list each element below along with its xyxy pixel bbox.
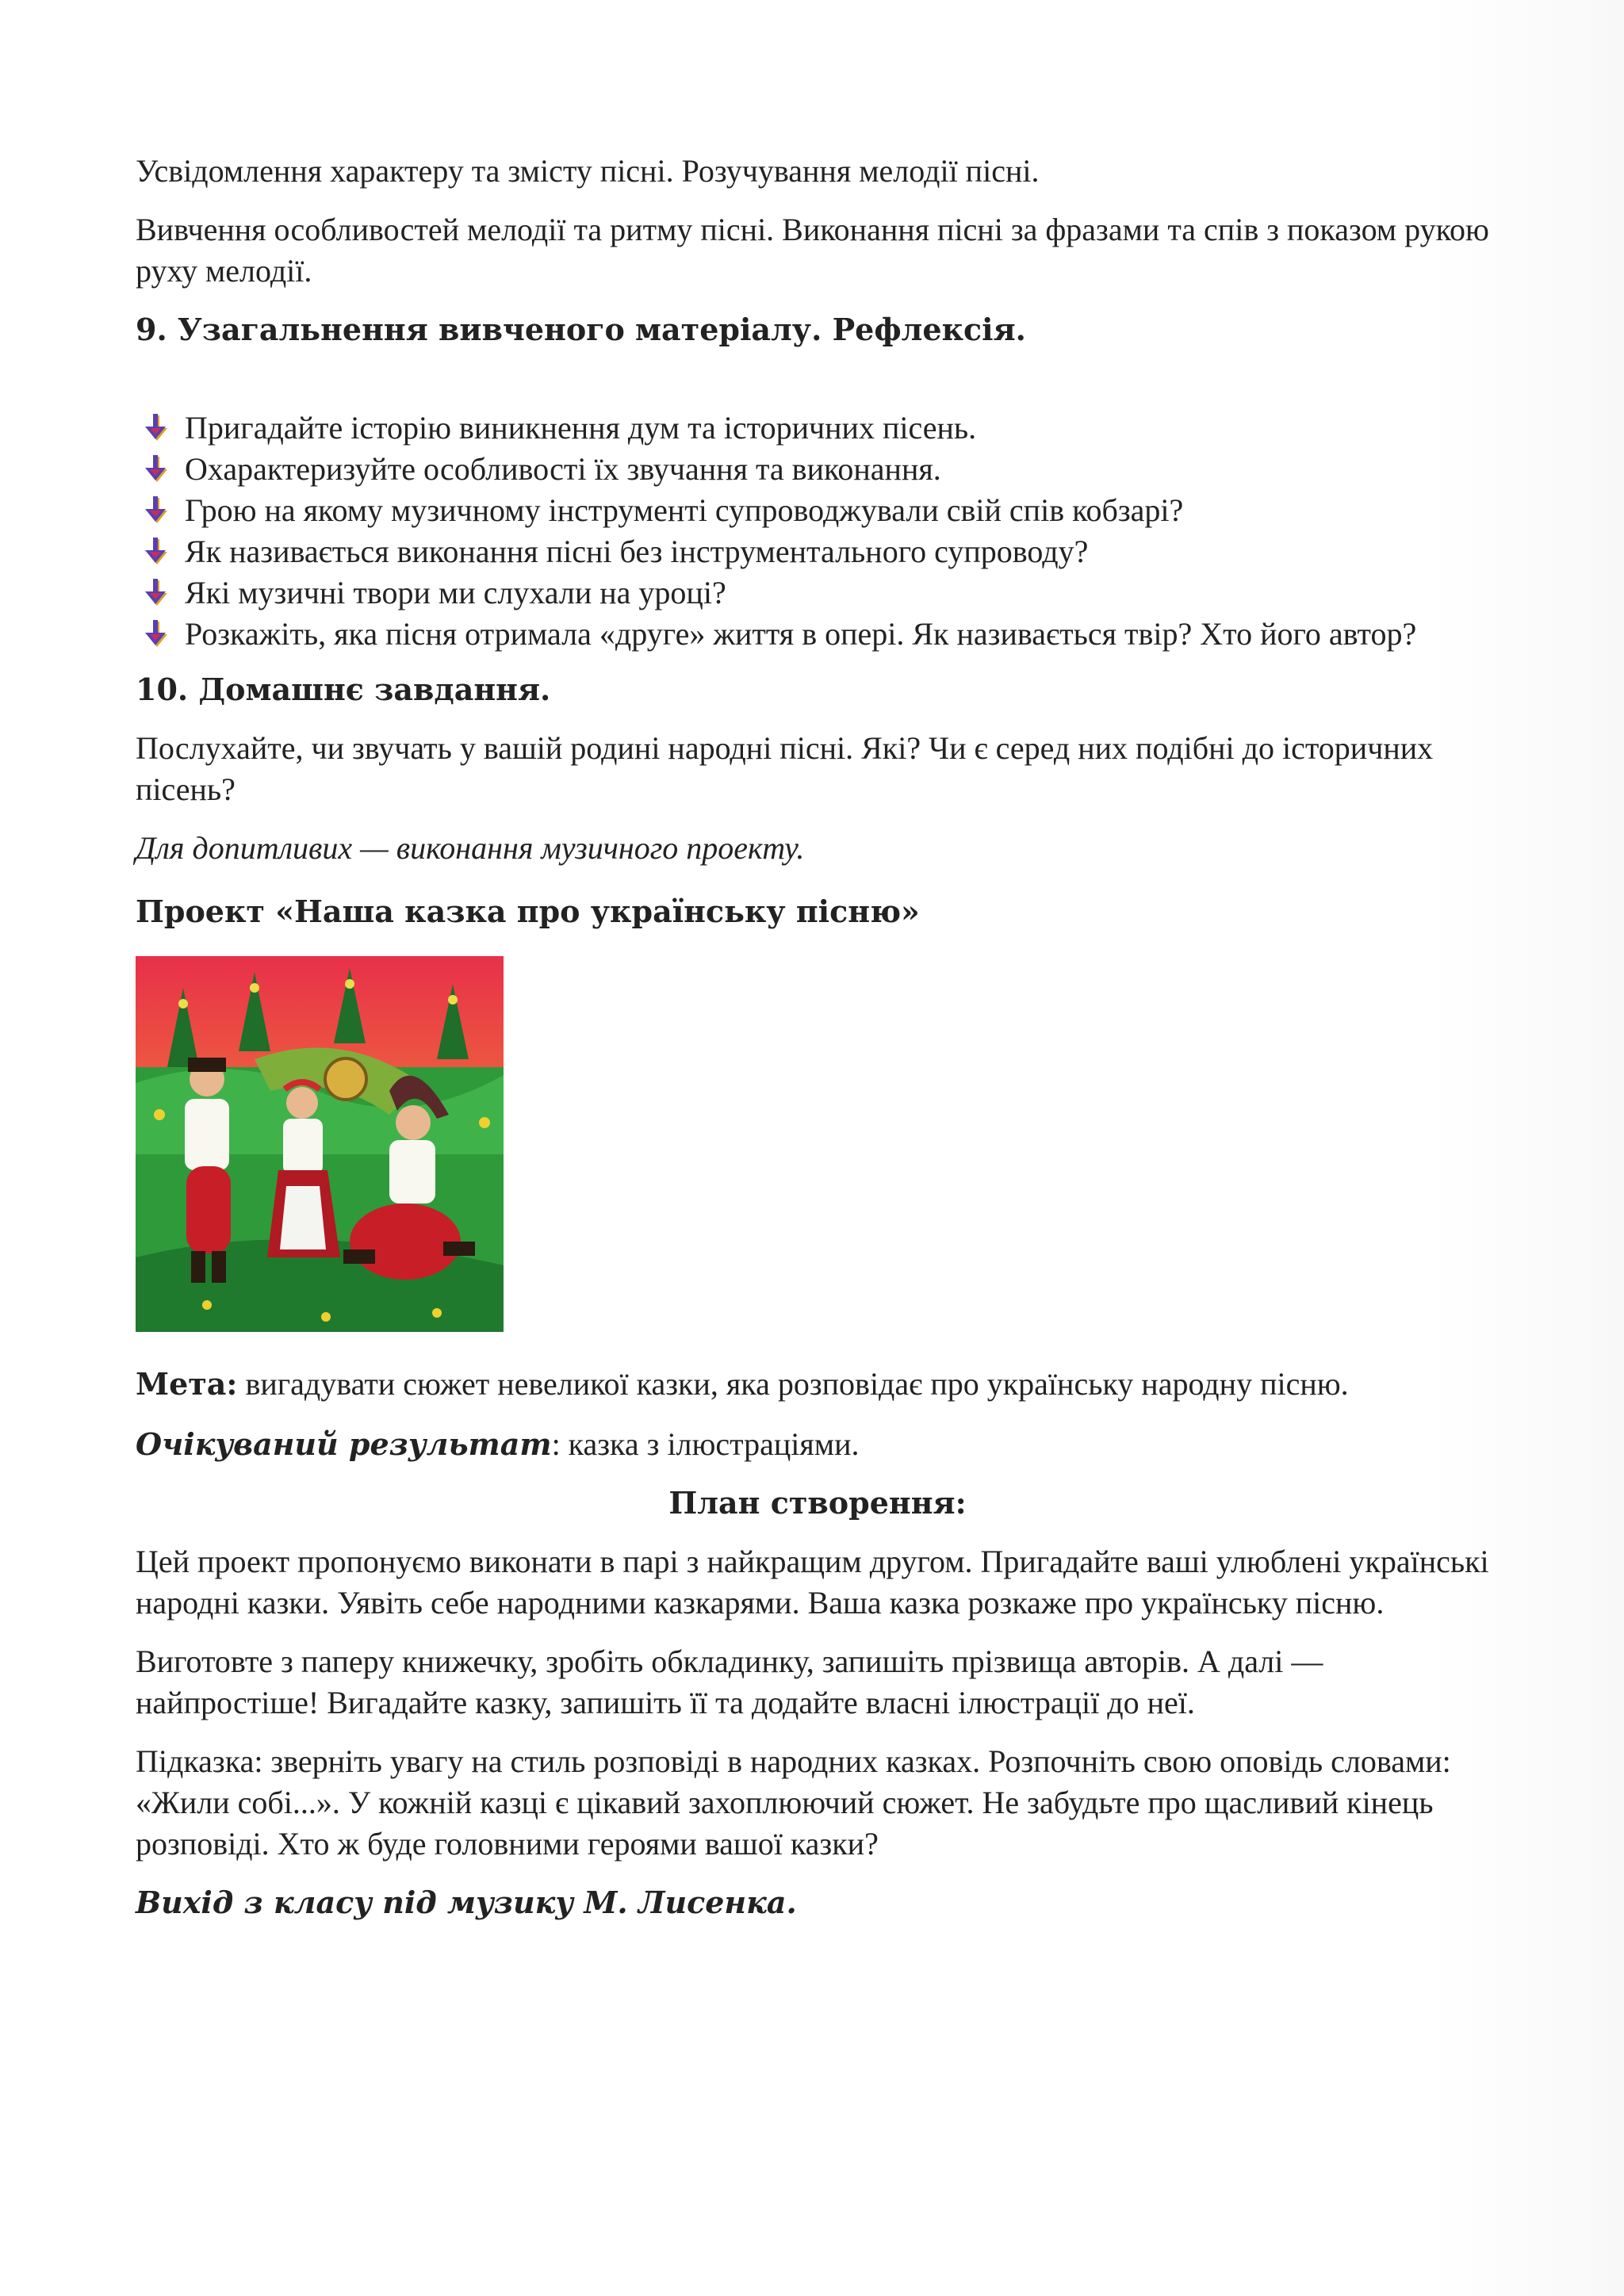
curious-note: Для допитливих — виконання музичного проекту. [136,830,805,866]
homework-text: Послухайте, чи звучать у вашій родині народні пісні. Які? Чи є серед них подібні до історичних пісень? [136,730,1434,807]
list-item [185,531,1500,572]
expected-result [136,1424,1500,1465]
reflection-questions-list [136,408,1500,655]
question-text: Пригадайте історію виникнення дум та історичних пісень. [185,410,977,446]
question-text: Як називається виконання пісні без інструментального супроводу? [185,534,1089,569]
list-item [185,449,1500,490]
result-label: Очікуваний результат [136,1426,552,1462]
question-text: Розкажіть, яка пісня отримала «друге» життя в опері. Як називається твір? Хто його автор? [185,616,1417,652]
arrow-down-icon [144,579,170,609]
section-9-heading: 9. Узагальнення вивченого матеріалу. Рефлексія. [136,312,1026,347]
list-item [185,408,1500,449]
paragraph-learning: Усвідомлення характеру та змісту пісні. Розучування мелодії пісні. [136,153,1040,189]
section-10-heading: 10. Домашнє завдання. [136,672,551,707]
paragraph-melody: Вивчення особливостей мелодії та ритму пісні. Виконання пісні за фразами та спів з показом рукою руху мелодії. [136,212,1489,289]
list-item [185,572,1500,614]
list-item [185,614,1500,655]
arrow-down-icon [144,538,170,568]
goal-text: вигадувати сюжет невеликої казки, яка розповідає про українську народну пісню. [237,1366,1349,1402]
project-goal [136,1364,1500,1405]
arrow-down-icon [144,496,170,526]
goal-label: Мета: [136,1366,238,1402]
arrow-down-icon [144,455,170,485]
plan-title: План створення: [668,1485,967,1521]
question-text: Охарактеризуйте особливості їх звучання та виконання. [185,451,941,487]
exit-note: Вихід з класу під музику М. Лисенка. [136,1885,797,1920]
result-text: : казка з ілюстраціями. [551,1426,860,1462]
arrow-down-icon [144,620,170,650]
folk-dance-painting [136,956,504,1332]
question-text: Грою на якому музичному інструменті супроводжували свій спів кобзарі? [185,492,1184,528]
plan-paragraph: Виготовте з паперу книжечку, зробіть обкладинку, запишіть прізвища авторів. А далі — найпростіше! Вигадайте казку, запишіть її та додайте власні ілюстрації до неї. [136,1644,1323,1720]
project-title: Проект «Наша казка про українську пісню» [136,894,920,929]
plan-paragraph: Підказка: зверніть увагу на стиль розповіді в народних казках. Розпочніть свою оповідь словами: «Жили собі...». У кожній казці є цікавий захоплюючий сюжет. Не забудьте про щасливий кінець розповіді. Хто ж буде головними героями вашої казки? [136,1743,1451,1862]
plan-paragraph: Цей проект пропонуємо виконати в парі з найкращим другом. Пригадайте ваші улюблені українські народні казки. Уявіть себе народними казкарями. Ваша казка розкаже про українську пісню. [136,1544,1489,1621]
question-text: Які музичні твори ми слухали на уроці? [185,575,726,610]
document-content [136,151,1500,1923]
list-item [185,490,1500,531]
arrow-down-icon [144,414,170,444]
